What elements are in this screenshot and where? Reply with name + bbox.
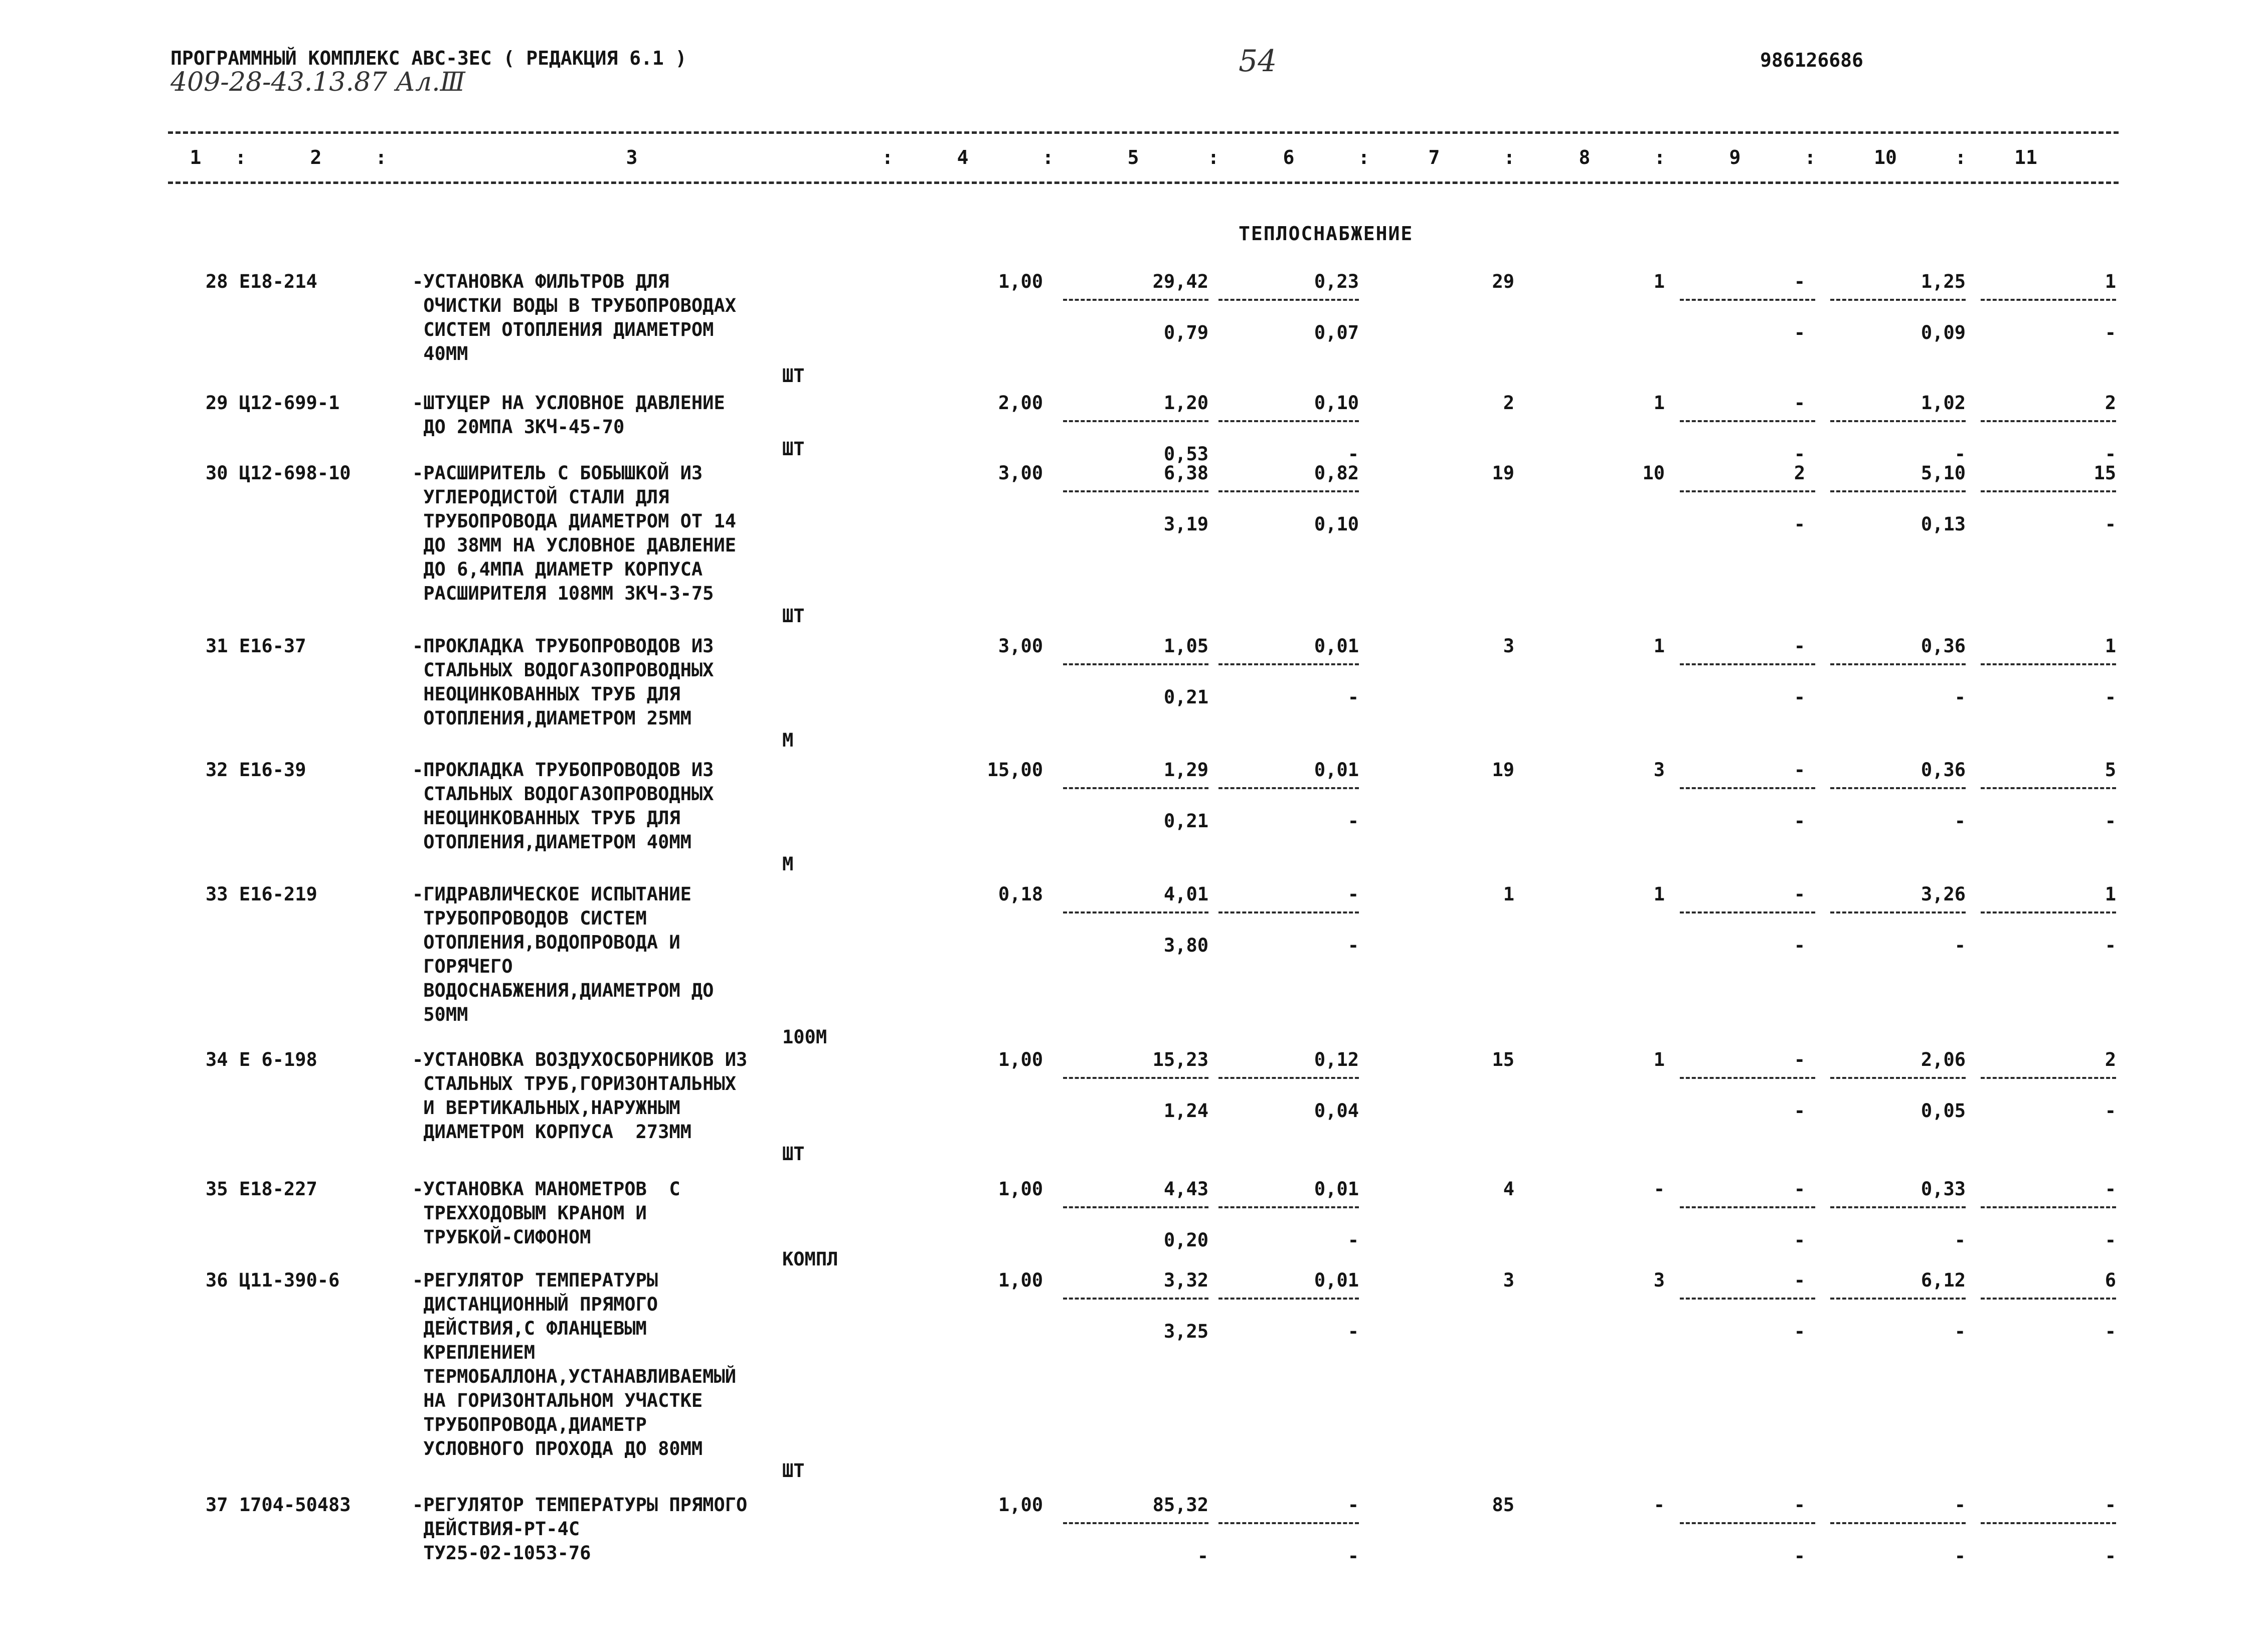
labor-cell: 3,26 bbox=[1921, 883, 1966, 905]
cell-divider bbox=[1218, 911, 1359, 913]
cell-divider bbox=[1981, 299, 2116, 301]
cell-divider bbox=[1680, 787, 1815, 789]
labor-total-cell: 2 bbox=[2105, 392, 2116, 414]
row-code: 37 1704-50483 bbox=[206, 1494, 351, 1516]
labor-total-cell: 15 bbox=[2094, 462, 2116, 484]
cell-divider bbox=[1218, 299, 1359, 301]
labor-total-machinists-cell: - bbox=[2105, 1100, 2116, 1122]
total-cost-cell: 19 bbox=[1492, 759, 1514, 781]
row-unit: ШТ bbox=[782, 1460, 805, 1482]
labor-total-cell: 6 bbox=[2105, 1269, 2116, 1291]
row-description: -РЕГУЛЯТОР ТЕМПЕРАТУРЫ ДИСТАНЦИОННЫЙ ПРЯМОГО ДЕЙСТВИЯ,С ФЛАНЦЕВЫМ КРЕПЛЕНИЕМ ТЕРМОБАЛЛОНА,УСТАНАВЛИВАЕМЫЙ НА ГОРИЗОНТАЛЬНОМ УЧАСТКЕ ТРУБОПРОВОДА,ДИАМЕТР УСЛОВНОГО ПРОХОДА ДО 80ММ bbox=[412, 1269, 737, 1459]
machine-wages-cell: - bbox=[1347, 1229, 1359, 1251]
labor-machinists-cell: - bbox=[1954, 443, 1966, 465]
cell-divider bbox=[1063, 1298, 1208, 1300]
labor-cell: 1,25 bbox=[1921, 271, 1966, 292]
cell-divider bbox=[1680, 1077, 1815, 1079]
row-description: -ПРОКЛАДКА ТРУБОПРОВОДОВ ИЗ СТАЛЬНЫХ ВОДОГАЗОПРОВОДНЫХ НЕОЦИНКОВАННЫХ ТРУБ ДЛЯ ОТОПЛЕНИЯ,ДИАМЕТРОМ 40ММ bbox=[412, 759, 714, 853]
row-unit: ШТ bbox=[782, 605, 805, 627]
row-description: -УСТАНОВКА ВОЗДУХОСБОРНИКОВ ИЗ СТАЛЬНЫХ ТРУБ,ГОРИЗОНТАЛЬНЫХ И ВЕРТИКАЛЬНЫХ,НАРУЖНЫМ ДИАМЕТРОМ КОРПУСА 273ММ bbox=[412, 1049, 748, 1143]
machines-cell: - bbox=[1794, 1494, 1805, 1516]
handwritten-reference: 409-28-43.13.87 Ал.Ⅲ bbox=[170, 67, 465, 97]
col-10: 10 bbox=[1874, 146, 1897, 168]
wages-cell: 1 bbox=[1653, 1049, 1665, 1070]
header-rule-top bbox=[168, 131, 2119, 134]
wages-cell: 1 bbox=[1653, 271, 1665, 292]
row-unit: ШТ bbox=[782, 365, 805, 387]
row-description: -РАСШИРИТЕЛЬ С БОБЫШКОЙ ИЗ УГЛЕРОДИСТОЙ СТАЛИ ДЛЯ ТРУБОПРОВОДА ДИАМЕТРОМ ОТ 14 ДО 38ММ НА УСЛОВНОЕ ДАВЛЕНИЕ ДО 6,4МПА ДИАМЕТР КОРПУСА РАСШИРИТЕЛЯ 108ММ ЗКЧ-3-75 bbox=[412, 462, 737, 604]
labor-total-cell: - bbox=[2105, 1494, 2116, 1516]
quantity-cell: 1,00 bbox=[998, 271, 1043, 292]
cell-divider bbox=[1063, 1206, 1208, 1208]
labor-total-cell: 5 bbox=[2105, 759, 2116, 781]
row-description: -РЕГУЛЯТОР ТЕМПЕРАТУРЫ ПРЯМОГО ДЕЙСТВИЯ-РТ-4С ТУ25-02-1053-76 bbox=[412, 1494, 748, 1564]
labor-machinists-cell: - bbox=[1954, 1321, 1966, 1342]
col-sep: : bbox=[235, 146, 247, 168]
total-cost-cell: 29 bbox=[1492, 271, 1514, 292]
unit-cost-cell: 1,29 bbox=[1163, 759, 1208, 781]
cell-divider bbox=[1830, 1206, 1966, 1208]
col-sep: : bbox=[1654, 146, 1666, 168]
labor-machinists-cell: - bbox=[1954, 935, 1966, 956]
unit-cost-wages-cell: 3,25 bbox=[1163, 1321, 1208, 1342]
row-unit: ШТ bbox=[782, 1143, 805, 1165]
cell-divider bbox=[1218, 490, 1359, 492]
cell-divider bbox=[1830, 787, 1966, 789]
col-sep: : bbox=[1503, 146, 1515, 168]
wages-cell: 1 bbox=[1653, 392, 1665, 414]
unit-cost-wages-cell: - bbox=[1197, 1545, 1208, 1567]
quantity-cell: 1,00 bbox=[998, 1049, 1043, 1070]
cell-divider bbox=[1680, 663, 1815, 665]
quantity-cell: 3,00 bbox=[998, 462, 1043, 484]
machines-cell: - bbox=[1794, 759, 1805, 781]
row-unit: 100М bbox=[782, 1026, 827, 1048]
row-code: 34 Е 6-198 bbox=[206, 1049, 317, 1070]
cell-divider bbox=[1063, 663, 1208, 665]
unit-cost-wages-cell: 0,53 bbox=[1163, 443, 1208, 465]
labor-cell: 2,06 bbox=[1921, 1049, 1966, 1070]
labor-cell: 0,36 bbox=[1921, 635, 1966, 657]
row-code: 33 Е16-219 bbox=[206, 883, 317, 905]
wages-cell: 1 bbox=[1653, 635, 1665, 657]
unit-cost-wages-cell: 0,79 bbox=[1163, 322, 1208, 343]
labor-cell: 5,10 bbox=[1921, 462, 1966, 484]
total-cost-cell: 2 bbox=[1503, 392, 1514, 414]
cell-divider bbox=[1830, 1077, 1966, 1079]
quantity-cell: 1,00 bbox=[998, 1494, 1043, 1516]
cell-divider bbox=[1680, 1298, 1815, 1300]
cell-divider bbox=[1680, 490, 1815, 492]
wages-cell: 3 bbox=[1653, 1269, 1665, 1291]
cell-divider bbox=[1830, 420, 1966, 422]
row-code: 35 Е18-227 bbox=[206, 1178, 317, 1200]
machines-cell: 2 bbox=[1794, 462, 1805, 484]
row-description: -УСТАНОВКА ФИЛЬТРОВ ДЛЯ ОЧИСТКИ ВОДЫ В ТРУБОПРОВОДАХ СИСТЕМ ОТОПЛЕНИЯ ДИАМЕТРОМ 40ММ bbox=[412, 271, 737, 364]
row-description: -УСТАНОВКА МАНОМЕТРОВ С ТРЕХХОДОВЫМ КРАНОМ И ТРУБКОЙ-СИФОНОМ bbox=[412, 1178, 680, 1248]
unit-cost-cell: 29,42 bbox=[1152, 271, 1208, 292]
cell-divider bbox=[1680, 299, 1815, 301]
labor-cell: 1,02 bbox=[1921, 392, 1966, 414]
total-cost-cell: 4 bbox=[1503, 1178, 1514, 1200]
labor-total-machinists-cell: - bbox=[2105, 810, 2116, 832]
row-unit: ШТ bbox=[782, 438, 805, 460]
machines-wages-cell: - bbox=[1794, 935, 1805, 956]
document-code: 986126686 bbox=[1760, 49, 1863, 71]
machines-cell: - bbox=[1794, 1269, 1805, 1291]
unit-cost-wages-cell: 0,21 bbox=[1163, 686, 1208, 708]
unit-cost-wages-cell: 0,20 bbox=[1163, 1229, 1208, 1251]
row-description: -ШТУЦЕР НА УСЛОВНОЕ ДАВЛЕНИЕ ДО 20МПА ЗКЧ-45-70 bbox=[412, 392, 725, 438]
cell-divider bbox=[1680, 911, 1815, 913]
machine-cost-cell: 0,23 bbox=[1314, 271, 1359, 292]
unit-cost-cell: 1,20 bbox=[1163, 392, 1208, 414]
wages-cell: 10 bbox=[1642, 462, 1665, 484]
machines-wages-cell: - bbox=[1794, 513, 1805, 535]
labor-machinists-cell: 0,13 bbox=[1921, 513, 1966, 535]
unit-cost-cell: 3,32 bbox=[1163, 1269, 1208, 1291]
machine-cost-cell: 0,82 bbox=[1314, 462, 1359, 484]
labor-total-machinists-cell: - bbox=[2105, 935, 2116, 956]
total-cost-cell: 85 bbox=[1492, 1494, 1514, 1516]
wages-cell: 1 bbox=[1653, 883, 1665, 905]
labor-total-machinists-cell: - bbox=[2105, 1229, 2116, 1251]
cell-divider bbox=[1218, 787, 1359, 789]
col-sep: : bbox=[1042, 146, 1054, 168]
cell-divider bbox=[1981, 420, 2116, 422]
labor-total-machinists-cell: - bbox=[2105, 1545, 2116, 1567]
col-sep: : bbox=[882, 146, 894, 168]
machine-wages-cell: - bbox=[1347, 1321, 1359, 1342]
total-cost-cell: 1 bbox=[1503, 883, 1514, 905]
labor-total-machinists-cell: - bbox=[2105, 322, 2116, 343]
row-code: 29 Ц12-699-1 bbox=[206, 392, 340, 414]
cell-divider bbox=[1981, 1522, 2116, 1524]
machine-wages-cell: 0,07 bbox=[1314, 322, 1359, 343]
labor-total-machinists-cell: - bbox=[2105, 443, 2116, 465]
cell-divider bbox=[1981, 1077, 2116, 1079]
labor-cell: 6,12 bbox=[1921, 1269, 1966, 1291]
machines-wages-cell: - bbox=[1794, 810, 1805, 832]
cell-divider bbox=[1830, 1522, 1966, 1524]
cell-divider bbox=[1680, 420, 1815, 422]
row-unit: М bbox=[782, 729, 794, 751]
labor-total-machinists-cell: - bbox=[2105, 513, 2116, 535]
machine-cost-cell: - bbox=[1347, 1494, 1359, 1516]
cell-divider bbox=[1063, 1077, 1208, 1079]
cell-divider bbox=[1981, 663, 2116, 665]
labor-cell: 0,33 bbox=[1921, 1178, 1966, 1200]
cell-divider bbox=[1218, 1298, 1359, 1300]
col-6: 6 bbox=[1283, 146, 1295, 168]
total-cost-cell: 15 bbox=[1492, 1049, 1514, 1070]
quantity-cell: 3,00 bbox=[998, 635, 1043, 657]
cell-divider bbox=[1680, 1522, 1815, 1524]
cell-divider bbox=[1680, 1206, 1815, 1208]
total-cost-cell: 19 bbox=[1492, 462, 1514, 484]
col-11: 11 bbox=[2014, 146, 2037, 168]
machine-wages-cell: - bbox=[1347, 443, 1359, 465]
cell-divider bbox=[1981, 1298, 2116, 1300]
wages-cell: - bbox=[1653, 1494, 1665, 1516]
machines-wages-cell: - bbox=[1794, 1321, 1805, 1342]
section-title: ТЕПЛОСНАБЖЕНИЕ bbox=[1239, 223, 1414, 245]
col-sep: : bbox=[1955, 146, 1967, 168]
program-title: ПРОГРАММНЫЙ КОМПЛЕКС АВС-ЗЕС ( РЕДАКЦИЯ 6.1 ) bbox=[170, 47, 687, 69]
quantity-cell: 1,00 bbox=[998, 1269, 1043, 1291]
col-5: 5 bbox=[1127, 146, 1139, 168]
cell-divider bbox=[1218, 663, 1359, 665]
machines-cell: - bbox=[1794, 1049, 1805, 1070]
machines-wages-cell: - bbox=[1794, 322, 1805, 343]
cell-divider bbox=[1981, 1206, 2116, 1208]
cell-divider bbox=[1830, 911, 1966, 913]
cell-divider bbox=[1063, 911, 1208, 913]
col-sep: : bbox=[1358, 146, 1370, 168]
labor-total-cell: 1 bbox=[2105, 883, 2116, 905]
machine-cost-cell: 0,10 bbox=[1314, 392, 1359, 414]
page-number: 54 bbox=[1239, 44, 1277, 79]
col-3: 3 bbox=[626, 146, 638, 168]
labor-total-cell: 1 bbox=[2105, 271, 2116, 292]
unit-cost-cell: 1,05 bbox=[1163, 635, 1208, 657]
cell-divider bbox=[1218, 1522, 1359, 1524]
cell-divider bbox=[1830, 299, 1966, 301]
machine-wages-cell: - bbox=[1347, 686, 1359, 708]
cell-divider bbox=[1981, 787, 2116, 789]
cell-divider bbox=[1218, 1077, 1359, 1079]
col-8: 8 bbox=[1579, 146, 1591, 168]
machines-cell: - bbox=[1794, 271, 1805, 292]
row-code: 31 Е16-37 bbox=[206, 635, 306, 657]
labor-total-machinists-cell: - bbox=[2105, 1321, 2116, 1342]
labor-machinists-cell: - bbox=[1954, 1229, 1966, 1251]
col-4: 4 bbox=[957, 146, 969, 168]
labor-total-cell: 1 bbox=[2105, 635, 2116, 657]
machines-wages-cell: - bbox=[1794, 1229, 1805, 1251]
col-9: 9 bbox=[1729, 146, 1741, 168]
cell-divider bbox=[1063, 1522, 1208, 1524]
labor-machinists-cell: - bbox=[1954, 1545, 1966, 1567]
cell-divider bbox=[1981, 911, 2116, 913]
machines-cell: - bbox=[1794, 392, 1805, 414]
cell-divider bbox=[1063, 299, 1208, 301]
cell-divider bbox=[1063, 420, 1208, 422]
machine-wages-cell: - bbox=[1347, 1545, 1359, 1567]
unit-cost-cell: 4,43 bbox=[1163, 1178, 1208, 1200]
machine-wages-cell: - bbox=[1347, 935, 1359, 956]
quantity-cell: 15,00 bbox=[987, 759, 1043, 781]
col-sep: : bbox=[375, 146, 387, 168]
wages-cell: 3 bbox=[1653, 759, 1665, 781]
machine-cost-cell: - bbox=[1347, 883, 1359, 905]
labor-cell: 0,36 bbox=[1921, 759, 1966, 781]
wages-cell: - bbox=[1653, 1178, 1665, 1200]
col-7: 7 bbox=[1428, 146, 1440, 168]
labor-total-cell: - bbox=[2105, 1178, 2116, 1200]
machines-cell: - bbox=[1794, 1178, 1805, 1200]
machine-wages-cell: 0,10 bbox=[1314, 513, 1359, 535]
header-rule-bottom bbox=[168, 181, 2119, 184]
cell-divider bbox=[1830, 490, 1966, 492]
cell-divider bbox=[1063, 787, 1208, 789]
unit-cost-wages-cell: 1,24 bbox=[1163, 1100, 1208, 1122]
total-cost-cell: 3 bbox=[1503, 635, 1514, 657]
labor-total-machinists-cell: - bbox=[2105, 686, 2116, 708]
labor-machinists-cell: 0,09 bbox=[1921, 322, 1966, 343]
machines-cell: - bbox=[1794, 635, 1805, 657]
total-cost-cell: 3 bbox=[1503, 1269, 1514, 1291]
labor-machinists-cell: - bbox=[1954, 810, 1966, 832]
cell-divider bbox=[1981, 490, 2116, 492]
machines-wages-cell: - bbox=[1794, 443, 1805, 465]
machine-cost-cell: 0,01 bbox=[1314, 1178, 1359, 1200]
row-description: -ГИДРАВЛИЧЕСКОЕ ИСПЫТАНИЕ ТРУБОПРОВОДОВ СИСТЕМ ОТОПЛЕНИЯ,ВОДОПРОВОДА И ГОРЯЧЕГО ВОДОСНАБЖЕНИЯ,ДИАМЕТРОМ ДО 50ММ bbox=[412, 883, 714, 1025]
unit-cost-wages-cell: 3,80 bbox=[1163, 935, 1208, 956]
labor-cell: - bbox=[1954, 1494, 1966, 1516]
unit-cost-wages-cell: 0,21 bbox=[1163, 810, 1208, 832]
quantity-cell: 0,18 bbox=[998, 883, 1043, 905]
cell-divider bbox=[1830, 1298, 1966, 1300]
unit-cost-cell: 85,32 bbox=[1152, 1494, 1208, 1516]
machine-cost-cell: 0,01 bbox=[1314, 635, 1359, 657]
quantity-cell: 1,00 bbox=[998, 1178, 1043, 1200]
col-sep: : bbox=[1804, 146, 1816, 168]
col-1: 1 bbox=[190, 146, 202, 168]
row-code: 30 Ц12-698-10 bbox=[206, 462, 351, 484]
machines-wages-cell: - bbox=[1794, 686, 1805, 708]
quantity-cell: 2,00 bbox=[998, 392, 1043, 414]
row-code: 32 Е16-39 bbox=[206, 759, 306, 781]
machine-wages-cell: 0,04 bbox=[1314, 1100, 1359, 1122]
col-2: 2 bbox=[310, 146, 322, 168]
row-code: 28 Е18-214 bbox=[206, 271, 317, 292]
machine-cost-cell: 0,01 bbox=[1314, 759, 1359, 781]
machines-wages-cell: - bbox=[1794, 1100, 1805, 1122]
row-description: -ПРОКЛАДКА ТРУБОПРОВОДОВ ИЗ СТАЛЬНЫХ ВОДОГАЗОПРОВОДНЫХ НЕОЦИНКОВАННЫХ ТРУБ ДЛЯ ОТОПЛЕНИЯ,ДИАМЕТРОМ 25ММ bbox=[412, 635, 714, 729]
unit-cost-wages-cell: 3,19 bbox=[1163, 513, 1208, 535]
row-unit: КОМПЛ bbox=[782, 1248, 838, 1270]
row-unit: М bbox=[782, 853, 794, 875]
unit-cost-cell: 4,01 bbox=[1163, 883, 1208, 905]
cell-divider bbox=[1218, 420, 1359, 422]
machine-cost-cell: 0,12 bbox=[1314, 1049, 1359, 1070]
col-sep: : bbox=[1207, 146, 1220, 168]
machine-wages-cell: - bbox=[1347, 810, 1359, 832]
labor-machinists-cell: 0,05 bbox=[1921, 1100, 1966, 1122]
machine-cost-cell: 0,01 bbox=[1314, 1269, 1359, 1291]
unit-cost-cell: 15,23 bbox=[1152, 1049, 1208, 1070]
machines-wages-cell: - bbox=[1794, 1545, 1805, 1567]
cell-divider bbox=[1830, 663, 1966, 665]
machines-cell: - bbox=[1794, 883, 1805, 905]
labor-total-cell: 2 bbox=[2105, 1049, 2116, 1070]
labor-machinists-cell: - bbox=[1954, 686, 1966, 708]
cell-divider bbox=[1218, 1206, 1359, 1208]
row-code: 36 Ц11-390-6 bbox=[206, 1269, 340, 1291]
cell-divider bbox=[1063, 490, 1208, 492]
unit-cost-cell: 6,38 bbox=[1163, 462, 1208, 484]
